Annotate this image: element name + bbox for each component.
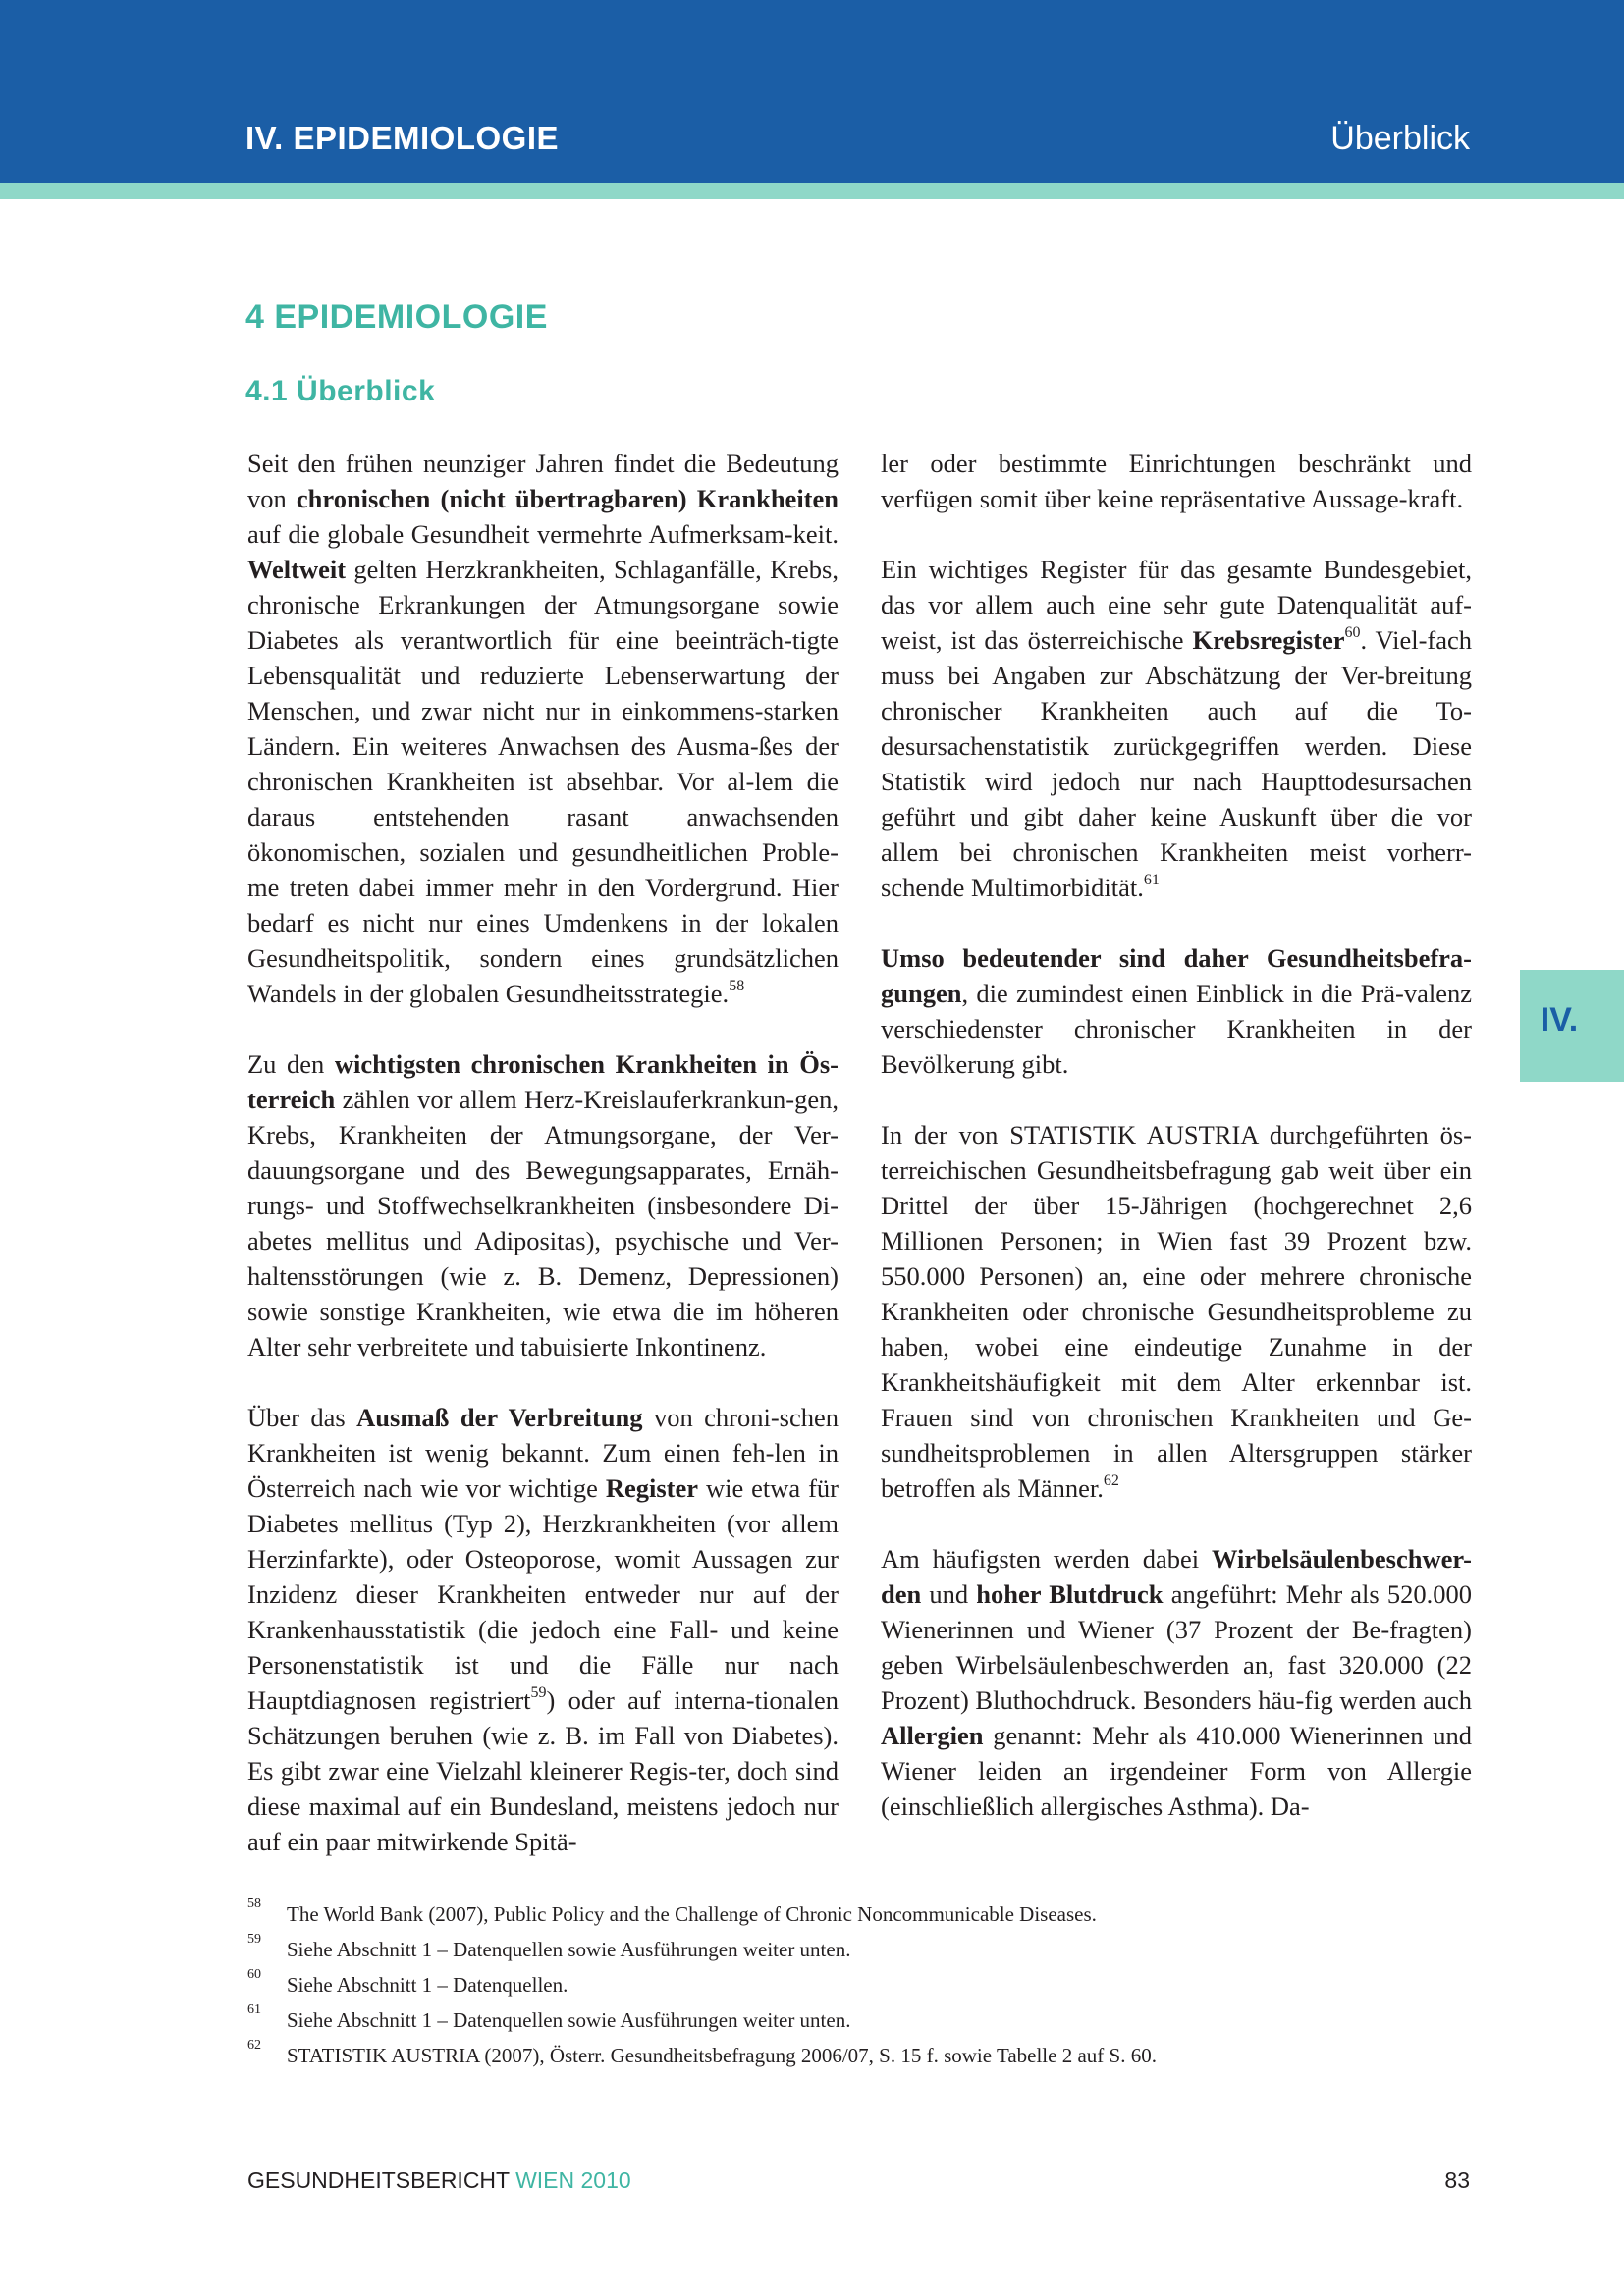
- paragraph: Ein wichtiges Register für das gesamte Bundesgebiet, das vor allem auch eine sehr gute Datenqualität auf-weist, ist das österreichische Krebsregister$^{60}$. Viel-fach muss bei Angaben zur Abschätzung der Ver-breitung chronischer Krankheiten auch auf die To-desursachenstatistik zurückgegriffen werden. Diese Statistik wird jedoch nur nach Haupttodesursachen geführt und gibt daher keine Auskunft über die vor allem bei chronischen Krankheiten meist vorherr-schende Multimorbidität.$^{61}$: [881, 555, 1472, 902]
- paragraph: ler oder bestimmte Einrichtungen beschränkt und verfügen somit über keine repräsentative Aussage-kraft.: [881, 449, 1472, 513]
- footnote: 61 Siehe Abschnitt 1 – Datenquellen sowie Ausführungen weiter unten.: [247, 2002, 851, 2032]
- paragraph: Zu den wichtigsten chronischen Krankheiten in Ös-terreich zählen vor allem Herz-Kreislauferkrankun-gen, Krebs, Krankheiten der Atmungsorgane, der Ver-dauungsorgane und des Bewegungsapparates, Ernäh-rungs- und Stoffwechselkrankheiten (insbesondere Di-abetes mellitus und Adipositas), psychische und Ver-haltensstörungen (wie z. B. Demenz, Depressionen) sowie sonstige Krankheiten, wie etwa die im höheren Alter sehr verbreitete und tabuisierte Inkontinenz.: [247, 1049, 839, 1362]
- paragraph: Umso bedeutender sind daher Gesundheitsbefra-gungen, die zumindest einen Einblick in die Prä-valenz verschiedenster chronischer Krankheiten in der Bevölkerung gibt.: [881, 943, 1472, 1079]
- footnotes: [247, 1896, 1475, 2079]
- footnote: 60 Siehe Abschnitt 1 – Datenquellen.: [247, 1967, 568, 1997]
- sub-heading: 4.1 Überblick: [245, 375, 436, 407]
- footnote-ref: 58: [729, 978, 745, 995]
- header-stripe: [0, 183, 1624, 199]
- footnote-ref: 61: [1143, 872, 1160, 889]
- section-title: Überblick: [1330, 120, 1470, 157]
- paragraph: In der von STATISTIK AUSTRIA durchgeführten ös-terreichischen Gesundheitsbefragung gab weit über ein Drittel der über 15-Jährigen (hochgerechnet 2,6 Millionen Personen; in Wien fast 39 Prozent bzw. 550.000 Personen) an, eine oder mehrere chronische Krankheiten oder chronische Gesundheitsprobleme zu haben, wobei eine eindeutige Zunahme in der Krankheitshäufigkeit mit dem Alter erkennbar ist. Frauen sind von chronischen Krankheiten und Ge-sundheitsproblemen in allen Altersgruppen stärker betroffen als Männer.$^{62}$: [881, 1120, 1472, 1503]
- paragraph: Seit den frühen neunziger Jahren findet die Bedeutung von chronischen (nicht übertragbaren) Krankheiten auf die globale Gesundheit vermehrte Aufmerksam-keit. Weltweit gelten Herzkrankheiten, Schlaganfälle, Krebs, chronische Erkrankungen der Atmungsorgane sowie Diabetes als verantwortlich für eine beeinträch-tigte Lebensqualität und reduzierte Lebenserwartung der Menschen, und zwar nicht nur in einkommens-starken Ländern. Ein weiteres Anwachsen des Ausma-ßes der chronischen Krankheiten ist absehbar. Vor al-lem die daraus entstehenden rasant anwachsenden ökonomischen, sozialen und gesundheitlichen Proble-me treten dabei immer mehr in den Vordergrund. Hier bedarf es nicht nur eines Umdenkens in der lokalen Gesundheitspolitik, sondern eines grundsätzlichen Wandels in der globalen Gesundheitsstrategie.$^{58}$: [247, 449, 839, 1008]
- footnote: 62 STATISTIK AUSTRIA (2007), Österr. Gesundheitsbefragung 2006/07, S. 15 f. sowie Tabelle 2 auf S. 60.: [247, 2038, 1157, 2067]
- footnote-ref: 60: [1344, 624, 1361, 642]
- main-heading: 4 EPIDEMIOLOGIE: [245, 298, 548, 336]
- footnote-ref: 62: [1103, 1472, 1119, 1490]
- paragraph: Über das Ausmaß der Verbreitung von chroni-schen Krankheiten ist wenig bekannt. Zum einen feh-len in Österreich nach wie vor wichtige Register wie etwa für Diabetes mellitus (Typ 2), Herzkrankheiten (vor allem Herzinfarkte), oder Osteoporose, womit Aussagen zur Inzidenz dieser Krankheiten entweder nur auf der Krankenhausstatistik (die jedoch eine Fall- und keine Personenstatistik ist und die Fälle nur nach Hauptdiagnosen registriert$^{59}$) oder auf interna-tionalen Schätzungen beruhen (wie z. B. im Fall von Diabetes). Es gibt zwar eine Vielzahl kleinerer Regis-ter, doch sind diese maximal auf ein Bundesland, meistens jedoch nur auf ein paar mitwirkende Spitä-: [247, 1403, 839, 1856]
- left-column: [247, 446, 839, 1895]
- right-column: [881, 446, 1472, 1859]
- paragraph: Am häufigsten werden dabei Wirbelsäulenbeschwer-den und hoher Blutdruck angeführt: Mehr als 520.000 Wienerinnen und Wiener (37 Prozent der Be-fragten) geben Wirbelsäulenbeschwerden an, fast 320.000 (22 Prozent) Bluthochdruck. Besonders häu-fig werden auch Allergien genannt: Mehr als 410.000 Wienerinnen und Wiener leiden an irgendeiner Form von Allergie (einschließlich allergisches Asthma). Da-: [881, 1544, 1472, 1821]
- chapter-title: IV. EPIDEMIOLOGIE: [245, 120, 560, 156]
- footnote: 59 Siehe Abschnitt 1 – Datenquellen sowie Ausführungen weiter unten.: [247, 1932, 851, 1961]
- footnote: 58 The World Bank (2007), Public Policy and the Challenge of Chronic Noncommunicable Diseases.: [247, 1896, 1097, 1926]
- footnote-ref: 59: [530, 1684, 547, 1702]
- footer-title: GESUNDHEITSBERICHT WIEN 2010: [247, 2167, 631, 2193]
- page-number: 83: [1444, 2167, 1470, 2193]
- chapter-side-tab-label: IV.: [1540, 1001, 1579, 1039]
- chapter-side-tab: [1520, 970, 1624, 1082]
